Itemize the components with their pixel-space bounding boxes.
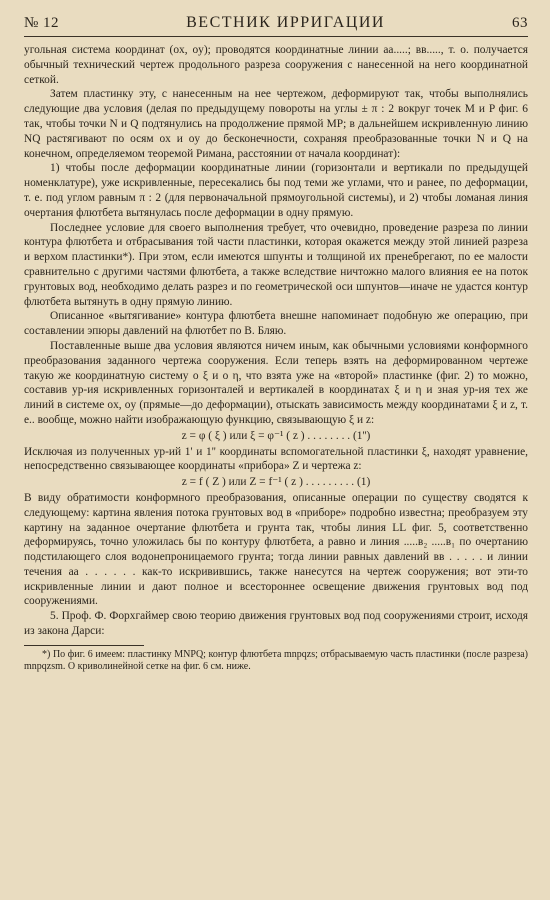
issue-number: № 12 xyxy=(24,15,60,31)
journal-title: ВЕСТНИК ИРРИГАЦИИ xyxy=(186,14,385,31)
paragraph-continuation: угольная система координат (ox, oy); проводятся координатные линии аа.....; вв....., т. о. получается обычный технический чертеж продольного разреза сооружения с нанесенной на него координатной сеткой. xyxy=(24,44,528,86)
footnote xyxy=(24,649,528,674)
paragraph-conditions: 1) чтобы после деформации координатные линии (горизонтали и вертикали по предыдущей номенклатуре), уже искривленные, пересекались бы под теми же углами, что и ранее, по деформации, т. е. под углом равным π : 2 (для первоначальной прямоугольной системы), и 2) чтобы ломаная линия очертания флютбета вытянулась после деформации в одну прямую. xyxy=(24,162,528,219)
formula-1: z = f ( Z ) или Z = f⁻¹ ( z ) . . . . . . . . . (1) xyxy=(181,476,371,489)
paragraph-stretching: Описанное «вытягивание» контура флютбета внешне напоминает подобную же операцию, при составлении эпюры давлений на флютбет по В. Бляю. xyxy=(24,310,528,338)
paragraph-deformation: Затем пластинку эту, с нанесенным на нее чертежом, деформируют так, чтобы выполнялись следующие два условия (делая по предыдущему повороты на углы ± π : 2 вокруг точек M и P фиг. 6 так, чтобы точки N и Q подтянулись на продолжение прямой MP; в дальнейшем искривленную линию NQ растягивают по осям ox и oy до бесконечности, сохраняя преобразованные точки N и Q на конечном, определяемом теоремой Римана, расстоянии от начала координат): xyxy=(24,88,528,160)
formula-1-double-prime: z = φ ( ξ ) или ξ = φ⁻¹ ( z ) . . . . . . . . (1'') xyxy=(181,429,371,442)
paragraph-reversibility: В виду обратимости конформного преобразования, описанные операции по существу сводятся к следующему: картина явления потока грунтовых вод в «приборе» подробно известна; преобразуем эту картину на заданное очертание флютбета и грунта так, чтобы линия LL фиг. 5, соответственно деформируясь, точно уложилась бы по контуру флютбета, а равно и линия .....в₂ .....в₁ по очертанию подстилающего слоя водонепроницаемого грунта; тогда линии равных давлений вв . . . . . и линии течения аа . . . . . . как-то искривившись, также нанесутся на чертеж сооружения; вот эти-то искривленные линии и дают полное и всестороннее освещение движения грунтовых вод под сооружениями. xyxy=(24,491,528,608)
page-header xyxy=(24,14,528,37)
paragraph-excluding: Исключая из полученных ур-ий 1' и 1'' координаты вспомогательной пластинки ξ, находят уравнение, непосредственно связывающее координаты «прибора» Z и чертежа z: xyxy=(24,445,528,473)
footnote-text: *) По фиг. 6 имеем: пластинку MNPQ; контур флютбета mnpqzs; отбрасываемую часть пластинки (после разреза) mnpqzsm. О криволинейной сетке на фиг. 6 см. ниже. xyxy=(24,648,528,673)
page-number: 63 xyxy=(512,15,528,31)
paragraph-last-condition: Последнее условие для своего выполнения требует, что очевидно, проведение разреза по линии контура флютбета и отбрасывания той части пластинки, которая окажется между этой линией разреза и верхом пластинки*). При этом, если имеются шпунты и толщиной их пренебрегают, по ее малости сравнительно с другими частями флютбета, а также вследствие ничтожно малого влияния ее на поток грунтовых вод, необходимо делать разрез и по геометрической оси шпунтов—иначе не удастся контур флютбета вытянуть в одну прямую линию. xyxy=(24,221,528,308)
paragraph-conformal: Поставленные выше два условия являются ничем иным, как обычными условиями конформного преобразования заданного чертежа сооружения. Если теперь взять на деформированном чертеже такую же координатную систему o ξ и o η, что взята уже на «второй» пластинке (фиг. 2) то можно, составив ур-ия искривленных горизонталей и вертикалей в координатах ξ и η и зная ур-ия тех же линий в системе ox, oy (прямые—до деформации), отыскать зависимость между координатами ξ и z, т. е.. вообще, можно найти изображающую функцию, связывающую ξ и z: xyxy=(24,339,528,426)
footnote-divider xyxy=(24,645,144,646)
paragraph-forchheimer: 5. Проф. Ф. Форхгаймер свою теорию движения грунтовых вод под сооружениями строит, исходя из закона Дарси: xyxy=(24,610,528,638)
article-body xyxy=(24,43,528,639)
